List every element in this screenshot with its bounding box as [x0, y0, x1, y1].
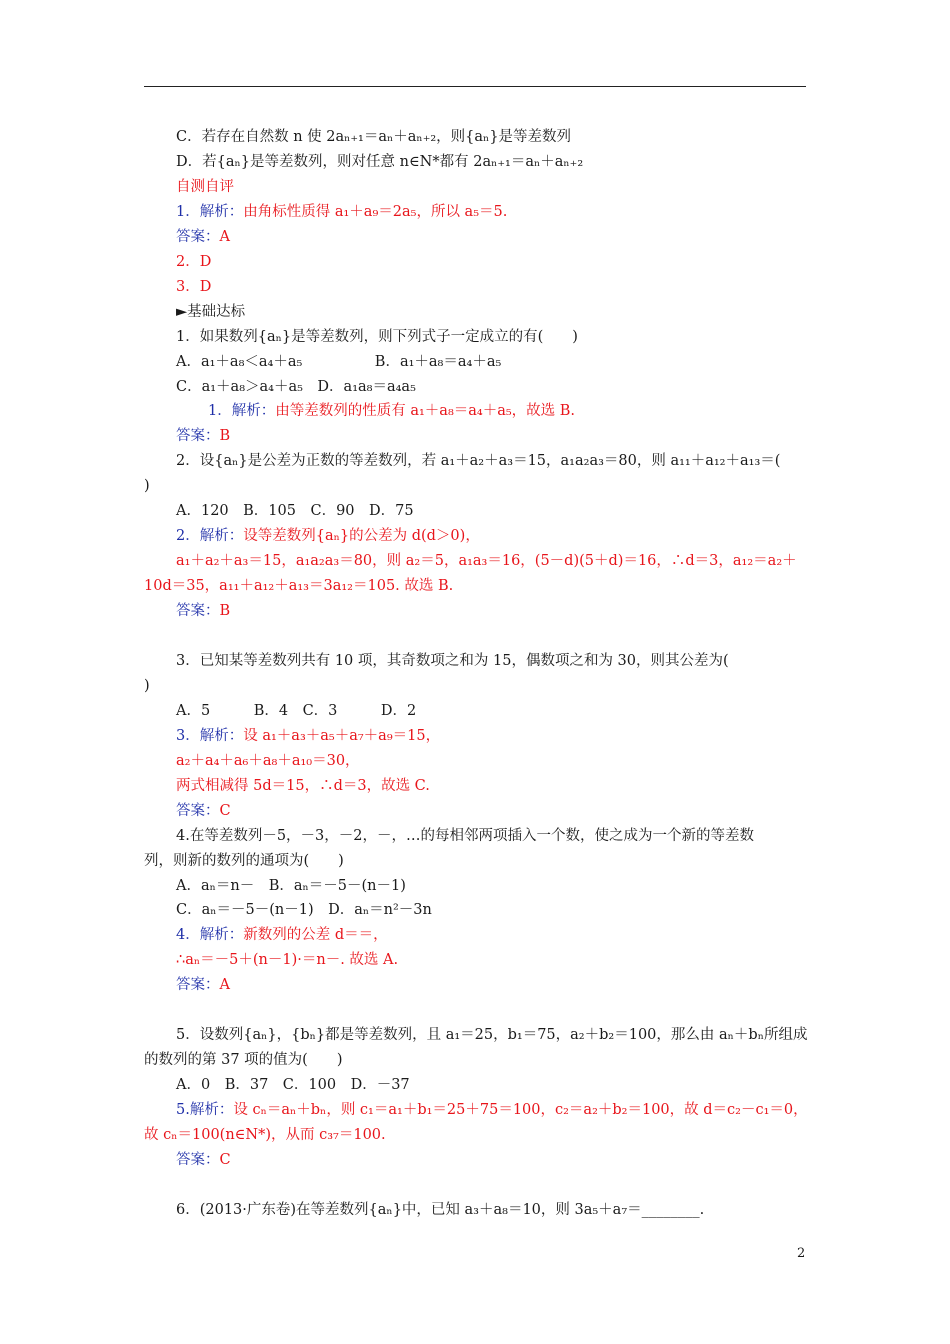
line-text: 两式相减得 5d＝15，∴d＝3，故选 C. — [176, 777, 430, 794]
text-line — [176, 1100, 808, 1120]
text-line — [176, 227, 230, 247]
line-text: D．若{aₙ}是等差数列，则对任意 n∈N*都有 2aₙ₊₁＝aₙ＋aₙ₊₂ — [176, 153, 584, 170]
answer-label: 4．解析： — [176, 927, 244, 944]
line-text: 10d＝35，a₁₁＋a₁₂＋a₁₃＝3a₁₂＝105. 故选 B. — [144, 578, 454, 595]
answer-label: 答案： — [176, 1151, 220, 1168]
text-line — [144, 476, 150, 496]
line-text: C — [219, 802, 231, 819]
text-line — [176, 377, 416, 397]
text-line — [176, 426, 230, 446]
text-line — [144, 676, 150, 696]
text-line — [144, 1125, 386, 1145]
line-text: 自测自评 — [176, 178, 234, 195]
line-text: ) — [144, 478, 150, 495]
text-line — [176, 551, 797, 571]
line-text: C — [219, 1151, 231, 1168]
answer-label: 答案： — [176, 802, 220, 819]
text-line — [176, 601, 230, 621]
text-line — [176, 801, 231, 821]
line-text: 新数列的公差 d＝＝， — [243, 927, 388, 944]
line-text: 4.在等差数列－5，－3，－2，－，…的每相邻两项插入一个数，使之成为一个新的等差数 — [176, 827, 755, 844]
line-text: 由角标性质得 a₁＋a₉＝2a₅，所以 a₅＝5. — [243, 203, 508, 220]
line-text: a₁＋a₂＋a₃＝15，a₁a₂a₃＝80，则 a₂＝5，a₁a₃＝16，(5－d)(5＋d)＝16，∴d＝3，a₁₂＝a₂＋ — [176, 553, 797, 570]
page-number: 2 — [797, 1246, 806, 1261]
text-line — [144, 851, 344, 871]
text-line — [208, 401, 575, 421]
text-line — [176, 651, 729, 671]
line-text: 设 a₁＋a₃＋a₅＋a₇＋a₉＝15， — [243, 727, 441, 744]
line-text: 设 cₙ＝aₙ＋bₙ，则 c₁＝a₁＋b₁＝25＋75＝100，c₂＝a₂＋b₂＝100，故 d＝c₂－c₁＝0， — [233, 1102, 808, 1119]
answer-label: 答案： — [176, 228, 220, 245]
text-line — [176, 152, 583, 172]
line-text: ) — [144, 677, 150, 694]
line-text: C．a₁＋a₈＞a₄＋a₅ D．a₁a₈＝a₄a₅ — [176, 378, 416, 395]
text-line — [176, 451, 780, 471]
line-text: 故 cₙ＝100(n∈N*)，从而 c₃₇＝100. — [144, 1127, 386, 1143]
line-text: a₂＋a₄＋a₆＋a₈＋a₁₀＝30， — [176, 752, 360, 769]
text-line — [176, 526, 480, 546]
text-line — [176, 352, 501, 372]
line-text: A — [219, 228, 230, 245]
line-text: A — [219, 977, 230, 994]
line-text: 5．设数列{aₙ}，{bₙ}都是等差数列，且 a₁＝25，b₁＝75，a₂＋b₂＝100，那么由 aₙ＋bₙ所组成 — [176, 1027, 808, 1044]
line-text: A．a₁＋a₈＜a₄＋a₅ B．a₁＋a₈＝a₄＋a₅ — [176, 353, 502, 370]
line-text: A．120 B．105 C．90 D．75 — [176, 503, 414, 520]
text-line — [176, 127, 571, 147]
line-text: B — [219, 428, 231, 445]
line-text: A．5 B．4 C．3 D．2 — [176, 702, 417, 719]
line-text: 列，则新的数列的通项为( ) — [144, 852, 344, 869]
text-line — [176, 826, 754, 846]
answer-label: 1．解析： — [176, 203, 244, 220]
text-line — [176, 900, 432, 920]
line-text: A．aₙ＝n－ B．aₙ＝－5－(n－1) — [176, 877, 406, 894]
text-line — [176, 1200, 704, 1220]
line-text: A．0 B．37 C．100 D．－37 — [176, 1077, 410, 1094]
line-text: 的数列的第 37 项的值为( ) — [144, 1052, 343, 1069]
line-text: 6．(2013·广东卷)在等差数列{aₙ}中，已知 a₃＋a₈＝10，则 3a₅＋a₇＝________. — [176, 1201, 705, 1218]
line-text: 2．D — [176, 253, 212, 270]
line-text: C．若存在自然数 n 使 2aₙ₊₁＝aₙ＋aₙ₊₂，则{aₙ}是等差数列 — [176, 129, 572, 145]
text-line — [176, 252, 211, 272]
text-line — [176, 177, 234, 197]
line-text: B — [219, 603, 231, 620]
text-line — [176, 302, 245, 322]
text-line — [176, 876, 406, 896]
text-line — [176, 751, 360, 771]
text-line — [176, 776, 430, 796]
text-line — [176, 975, 230, 995]
answer-label: 3．解析： — [176, 727, 244, 744]
text-line — [176, 501, 414, 521]
line-text: 2．设{aₙ}是公差为正数的等差数列，若 a₁＋a₂＋a₃＝15，a₁a₂a₃＝80，则 a₁₁＋a₁₂＋a₁₃＝( — [176, 453, 781, 470]
text-line — [176, 1150, 231, 1170]
line-text: 由等差数列的性质有 a₁＋a₈＝a₄＋a₅，故选 B. — [275, 403, 576, 420]
answer-label: 2．解析： — [176, 528, 244, 545]
answer-label: 答案： — [176, 603, 220, 620]
answer-label: 答案： — [176, 428, 220, 445]
line-text: ∴aₙ＝－5＋(n－1)·＝n－. 故选 A. — [176, 952, 399, 969]
answer-label: 1．解析： — [208, 403, 276, 420]
text-line — [176, 1025, 807, 1045]
text-line — [176, 277, 211, 297]
text-line — [176, 1075, 410, 1095]
text-line — [144, 576, 453, 596]
text-line — [176, 726, 440, 746]
line-text: C．aₙ＝－5－(n－1) D．aₙ＝n²－3n — [176, 902, 432, 919]
answer-label: 答案： — [176, 977, 220, 994]
line-text: ►基础达标 — [176, 303, 246, 320]
line-text: 3．D — [176, 278, 212, 295]
text-line — [176, 202, 507, 222]
text-line — [144, 1050, 342, 1070]
text-line — [176, 925, 388, 945]
text-line — [176, 701, 416, 721]
header-rule — [144, 86, 806, 87]
line-text: 设等差数列{aₙ}的公差为 d(d＞0)， — [243, 528, 480, 545]
answer-label: 5.解析： — [176, 1102, 234, 1119]
line-text: 3．已知某等差数列共有 10 项，其奇数项之和为 15，偶数项之和为 30，则其公差为( — [176, 652, 729, 669]
line-text: 1．如果数列{aₙ}是等差数列，则下列式子一定成立的有( ) — [176, 328, 578, 345]
text-line — [176, 327, 578, 347]
text-line — [176, 950, 398, 970]
